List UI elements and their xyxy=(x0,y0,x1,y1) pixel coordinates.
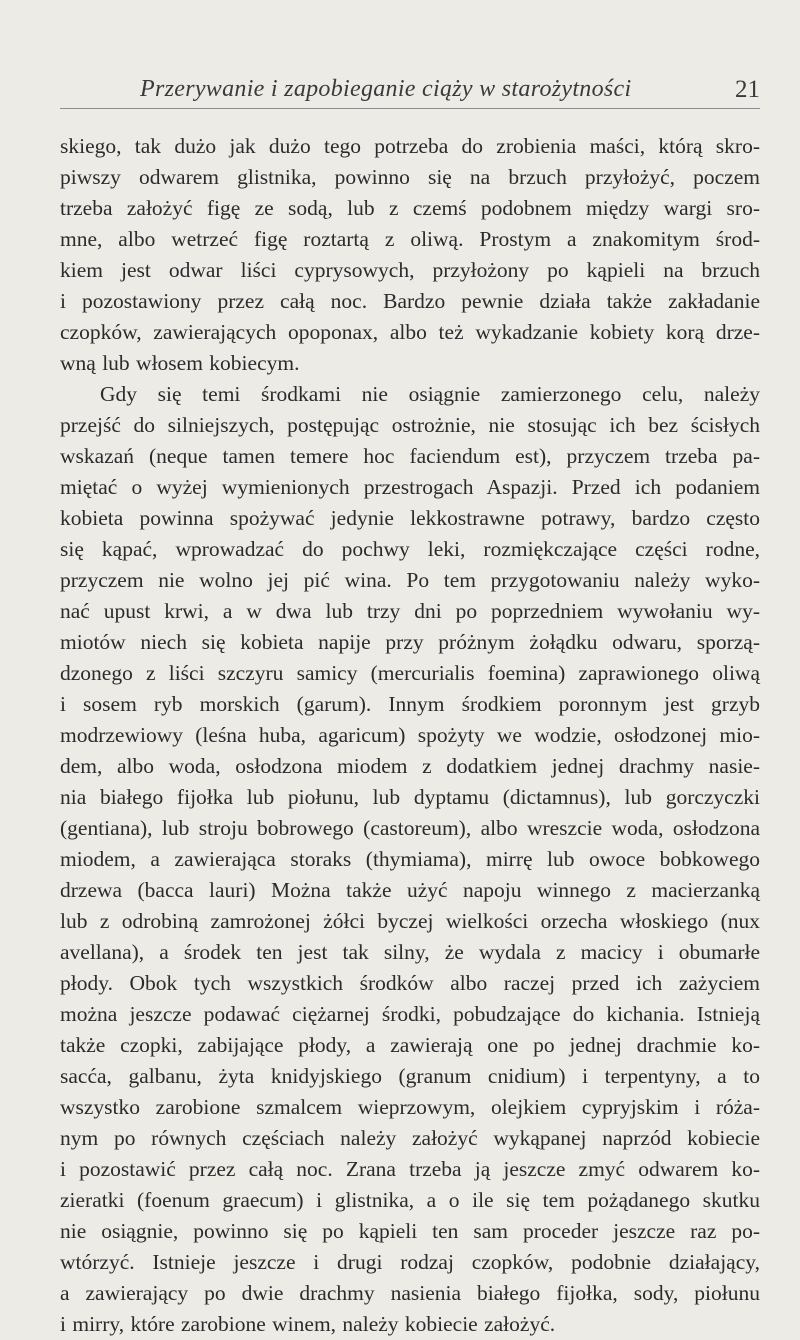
text-line: nie osiągnie, powinno się po kąpieli ten sam proceder jeszcze raz po- xyxy=(60,1219,760,1243)
page-number: 21 xyxy=(735,76,760,103)
text-line: czopków, zawierających opoponax, albo też wykadzanie kobiety korą drze- xyxy=(60,320,760,344)
text-line: miętać o wyżej wymienionych przestrogach Aspazji. Przed ich podaniem xyxy=(60,475,760,499)
text-line: płody. Obok tych wszystkich środków albo raczej przed ich zażyciem xyxy=(60,971,760,995)
text-line: lub z odrobiną zamrożonej żółci byczej wielkości orzecha włoskiego (nux xyxy=(60,909,760,933)
text-line: drzewa (bacca lauri) Można także użyć napoju winnego z macierzanką xyxy=(60,878,760,902)
text-line: i pozostawić przez całą noc. Zrana trzeba ją jeszcze zmyć odwarem ko- xyxy=(60,1157,760,1181)
text-line: miodem, a zawierająca storaks (thymiama), mirrę lub owoce bobkowego xyxy=(60,847,760,871)
text-line: przyczem nie wolno jej pić wina. Po tem przygotowaniu należy wyko- xyxy=(60,568,760,592)
text-line: nać upust krwi, a w dwa lub trzy dni po poprzedniem wywołaniu wy- xyxy=(60,599,760,623)
text-line: zieratki (foenum graecum) i glistnika, a o ile się tem pożądanego skutku xyxy=(60,1188,760,1212)
text-line: się kąpać, wprowadzać do pochwy leki, rozmiękczające części rodne, xyxy=(60,537,760,561)
text-line: piwszy odwarem glistnika, powinno się na brzuch przyłożyć, poczem xyxy=(60,165,760,189)
text-line: modrzewiowy (leśna huba, agaricum) spożyty we wodzie, osłodzonej mio- xyxy=(60,723,760,747)
text-line: nym po równych częściach należy założyć wykąpanej naprzód kobiecie xyxy=(60,1126,760,1150)
text-line: i mirry, które zarobione winem, należy kobiecie założyć. xyxy=(60,1312,556,1336)
text-line: avellana), a środek ten jest tak silny, że wydala z macicy i obumarłe xyxy=(60,940,760,964)
text-line: dem, albo woda, osłodzona miodem z dodatkiem jednej drachmy nasie- xyxy=(60,754,760,778)
text-line: (gentiana), lub stroju bobrowego (castoreum), albo wreszcie woda, osłodzona xyxy=(60,816,760,840)
body-text xyxy=(60,131,760,1340)
text-line: wtórzyć. Istnieje jeszcze i drugi rodzaj czopków, podobnie działający, xyxy=(60,1250,760,1274)
text-line: sacća, galbanu, żyta knidyjskiego (granum cnidium) i terpentyny, a to xyxy=(60,1064,760,1088)
text-line: wną lub włosem kobiecym. xyxy=(60,351,300,375)
text-line: nia białego fijołka lub piołunu, lub dyptamu (dictamnus), lub gorczyczki xyxy=(60,785,760,809)
text-line: skiego, tak dużo jak dużo tego potrzeba do zrobienia maści, którą skro- xyxy=(60,134,760,158)
text-line: a zawierający po dwie drachmy nasienia białego fijołka, sody, piołunu xyxy=(60,1281,760,1305)
running-title: Przerywanie i zapobieganie ciąży w starożytności xyxy=(140,76,632,102)
text-line: i pozostawiony przez całą noc. Bardzo pewnie działa także zakładanie xyxy=(60,289,760,313)
text-line: dzonego z liści szczyru samicy (mercurialis foemina) zaprawionego oliwą xyxy=(60,661,760,685)
text-line: wskazań (neque tamen temere hoc faciendum est), przyczem trzeba pa- xyxy=(60,444,760,468)
running-header xyxy=(60,76,760,109)
text-line: trzeba założyć figę ze sodą, lub z czemś podobnem między wargi sro- xyxy=(60,196,760,220)
text-line: także czopki, zabijające płody, a zawierają one po jednej drachmie ko- xyxy=(60,1033,760,1057)
text-line: i sosem ryb morskich (garum). Innym środkiem poronnym jest grzyb xyxy=(60,692,760,716)
text-line: wszystko zarobione szmalcem wieprzowym, olejkiem cypryjskim i róża- xyxy=(60,1095,760,1119)
text-line: można jeszcze podawać ciężarnej środki, pobudzające do kichania. Istnieją xyxy=(60,1002,760,1026)
text-line: kobieta powinna spożywać jedynie lekkostrawne potrawy, bardzo często xyxy=(60,506,760,530)
text-line: mne, albo wetrzeć figę roztartą z oliwą. Prostym a znakomitym środ- xyxy=(60,227,760,251)
text-line: Gdy się temi środkami nie osiągnie zamierzonego celu, należy xyxy=(100,382,760,406)
text-line: kiem jest odwar liści cyprysowych, przyłożony po kąpieli na brzuch xyxy=(60,258,760,282)
text-line: przejść do silniejszych, postępując ostrożnie, nie stosując ich bez ścisłych xyxy=(60,413,760,437)
text-line: miotów niech się kobieta napije przy próżnym żołądku odwaru, sporzą- xyxy=(60,630,760,654)
